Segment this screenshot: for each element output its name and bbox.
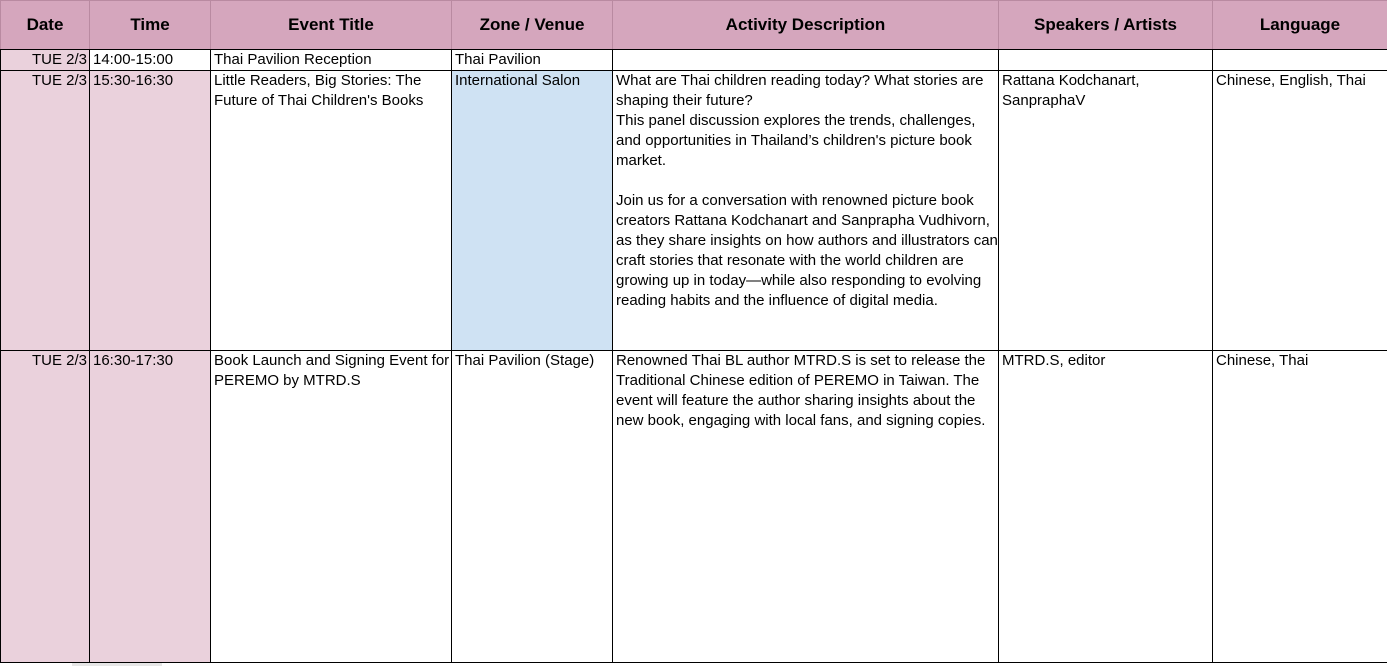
time-cell[interactable]: 15:30-16:30 <box>90 71 211 351</box>
speakers-cell[interactable] <box>999 50 1213 71</box>
event-title-cell[interactable]: Little Readers, Big Stories: The Future of Thai Children's Books <box>211 71 452 351</box>
description-cell[interactable] <box>613 50 999 71</box>
venue-cell[interactable]: Thai Pavilion <box>452 50 613 71</box>
table-row <box>1 351 1387 663</box>
header-event-title[interactable]: Event Title <box>211 1 452 50</box>
date-cell[interactable]: TUE 2/3 <box>1 71 90 351</box>
time-cell[interactable]: 16:30-17:30 <box>90 351 211 663</box>
venue-cell[interactable]: Thai Pavilion (Stage) <box>452 351 613 663</box>
language-cell[interactable] <box>1213 50 1387 71</box>
language-cell[interactable]: Chinese, Thai <box>1213 351 1387 663</box>
event-title-cell[interactable]: Book Launch and Signing Event for PEREMO by MTRD.S <box>211 351 452 663</box>
header-language[interactable]: Language <box>1213 1 1387 50</box>
header-date[interactable]: Date <box>1 1 90 50</box>
time-cell[interactable]: 14:00-15:00 <box>90 50 211 71</box>
table-row <box>1 50 1387 71</box>
header-row <box>1 1 1387 50</box>
event-title-cell[interactable]: Thai Pavilion Reception <box>211 50 452 71</box>
date-cell[interactable]: TUE 2/3 <box>1 50 90 71</box>
header-zone-venue[interactable]: Zone / Venue <box>452 1 613 50</box>
header-time[interactable]: Time <box>90 1 211 50</box>
language-cell[interactable]: Chinese, English, Thai <box>1213 71 1387 351</box>
venue-cell[interactable]: International Salon <box>452 71 613 351</box>
header-speakers-artists[interactable]: Speakers / Artists <box>999 1 1213 50</box>
description-cell[interactable]: What are Thai children reading today? What stories are shaping their future? This panel discussion explores the trends, challenges, and opportunities in Thailand’s children's picture book market. Join us for a conversation with renowned picture book creators Rattana Kodchanart and Sanprapha Vudhivorn, as they share insights on how authors and illustrators can craft stories that resonate with the world children are growing up in today—while also responding to evolving reading habits and the influence of digital media. <box>613 71 999 351</box>
header-activity-description[interactable]: Activity Description <box>613 1 999 50</box>
speakers-cell[interactable]: MTRD.S, editor <box>999 351 1213 663</box>
speakers-cell[interactable]: Rattana Kodchanart, SanpraphaV <box>999 71 1213 351</box>
description-cell[interactable]: Renowned Thai BL author MTRD.S is set to release the Traditional Chinese edition of PEREMO in Taiwan. The event will feature the author sharing insights about the new book, engaging with local fans, and signing copies. <box>613 351 999 663</box>
date-cell[interactable]: TUE 2/3 <box>1 351 90 663</box>
table-row <box>1 71 1387 351</box>
